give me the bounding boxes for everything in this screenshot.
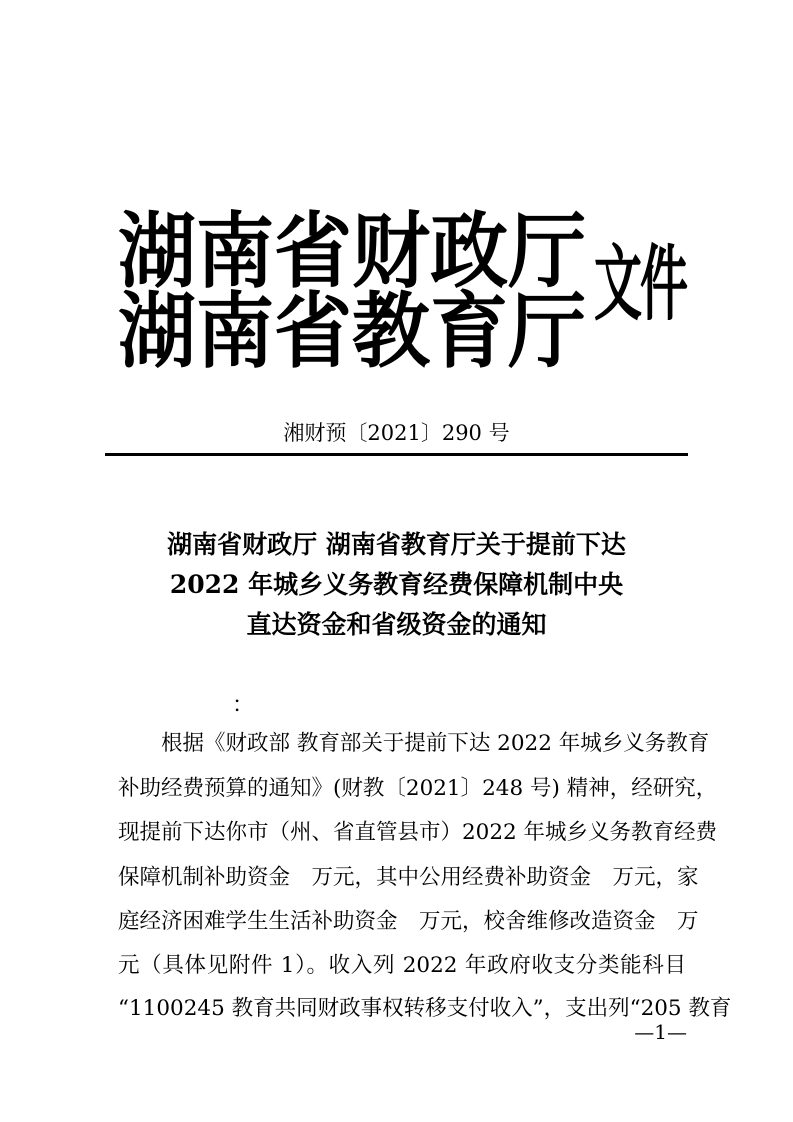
- header-char: 南: [196, 283, 275, 380]
- header-char: 省: [274, 283, 353, 380]
- header-char: 厅: [508, 283, 587, 380]
- body-line: 元（具体见附件 1）。收入列 2022 年政府收支分类能科目: [118, 953, 686, 978]
- body-line: 补助经费预算的通知》(财教〔2021〕248 号) 精神，经研究，: [118, 776, 718, 801]
- header-char: 南: [196, 203, 275, 300]
- header-divider: [105, 453, 688, 456]
- body-line: 保障机制补助资金 万元，其中公用经费补助资金 万元，家: [118, 865, 699, 890]
- issuer-line-finance: [118, 203, 587, 300]
- header-char: 省: [274, 203, 353, 300]
- body-line: “1100245 教育共同财政事权转移支付收入”，支出列“205 教育: [118, 996, 732, 1021]
- body-line: 庭经济困难学生生活补助资金 万元，校舍维修改造资金 万: [118, 909, 699, 934]
- header-char: 财: [352, 203, 431, 300]
- issuer-line-education: [118, 283, 587, 380]
- body-line: 现提前下达你市（州、省直管县市）2022 年城乡义务教育经费: [118, 820, 718, 845]
- title-line-3: 直达资金和省级资金的通知: [246, 610, 547, 639]
- header-char: 湖: [118, 283, 197, 380]
- body-line: 根据《财政部 教育部关于提前下达 2022 年城乡义务教育: [118, 731, 710, 756]
- header-char: 政: [430, 203, 509, 300]
- title-line-1: 湖南省财政厅 湖南省教育厅关于提前下达: [167, 530, 626, 559]
- title-line-2: 2022 年城乡义务教育经费保障机制中央: [169, 570, 624, 599]
- salutation: ：: [232, 693, 255, 718]
- document-number: 湘财预〔2021〕290 号: [283, 421, 510, 445]
- document-suffix: 文件: [594, 237, 687, 333]
- header-char: 湖: [118, 203, 197, 300]
- header-char: 教: [352, 283, 431, 380]
- header-char: 育: [430, 283, 509, 380]
- page-number: —1—: [634, 1020, 687, 1044]
- header-char: 厅: [508, 203, 587, 300]
